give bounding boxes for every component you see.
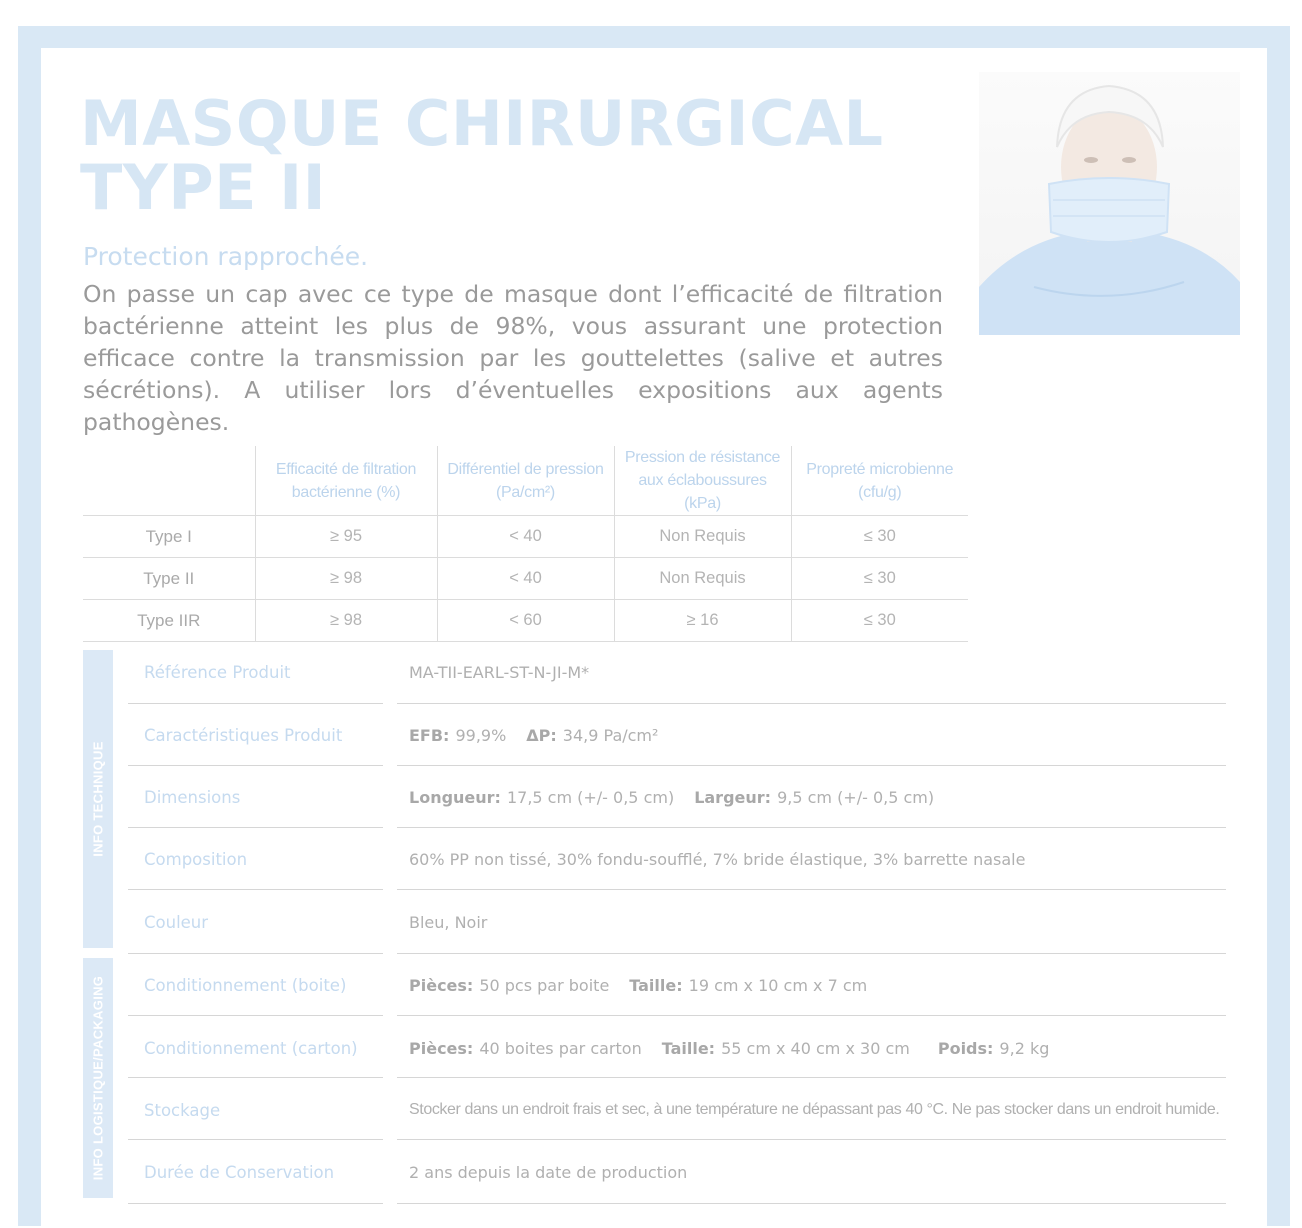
info-row-shelf-life — [0, 1141, 1302, 1203]
spec-header-pressure: Différentiel de pression (Pa/cm²) — [437, 446, 614, 516]
carton-pieces-value: 40 boites par carton — [479, 1038, 642, 1058]
info-row-composition — [0, 828, 1302, 890]
carton-pieces-label: Pièces: — [409, 1038, 474, 1058]
technical-info-label: INFO TECHNIQUE — [90, 741, 106, 857]
info-row-color — [0, 891, 1302, 953]
divider — [128, 1015, 383, 1016]
composition-label: Composition — [144, 849, 248, 869]
row-label: Type I — [83, 516, 255, 558]
table-cell: Non Requis — [614, 558, 791, 600]
product-title — [80, 87, 884, 224]
dp-value: 34,9 Pa/cm² — [562, 725, 659, 745]
box-pieces-value: 50 pcs par boite — [479, 975, 610, 995]
table-cell: < 60 — [437, 600, 614, 642]
divider — [397, 1203, 1226, 1204]
spec-header-empty — [83, 446, 255, 516]
spec-header-filtration: Efficacité de filtration bactérienne (%) — [255, 446, 437, 516]
efb-label: EFB: — [409, 725, 450, 745]
width-label: Largeur: — [694, 787, 772, 807]
divider — [128, 1203, 383, 1204]
mask-type-spec-table — [83, 446, 968, 642]
characteristics-label: Caractéristiques Produit — [144, 725, 343, 745]
dp-label: ΔP: — [526, 725, 557, 745]
spec-header-splash: Pression de résistance aux éclaboussures (kPa) — [614, 446, 791, 516]
spec-header-microbial: Propreté microbienne (cfu/g) — [791, 446, 968, 516]
box-size-label: Taille: — [629, 975, 683, 995]
info-row-characteristics — [0, 704, 1302, 766]
info-row-reference — [0, 641, 1302, 703]
product-description: On passe un cap avec ce type de masque dont l’efficacité de filtration bactérienne atteint les plus de 98%, vous assurant une protection efficace contre la transmission par les gouttelettes (salive et autres sécrétions). A utiliser lors d’éventuelles expositions aux agents pathogènes. — [83, 280, 943, 436]
dimensions-label: Dimensions — [144, 787, 241, 807]
table-cell: ≥ 98 — [255, 600, 437, 642]
shelf-life-value: 2 ans depuis la date de production — [409, 1162, 688, 1182]
composition-value: 60% PP non tissé, 30% fondu-soufflé, 7% bride élastique, 3% barrette nasale — [409, 849, 1026, 869]
carton-size-label: Taille: — [661, 1038, 716, 1058]
box-pieces-label: Pièces: — [409, 975, 474, 995]
carton-weight-label: Poids: — [937, 1038, 994, 1058]
table-cell: ≥ 95 — [255, 516, 437, 558]
box-size-value: 19 cm x 10 cm x 7 cm — [688, 975, 868, 995]
color-label: Couleur — [144, 912, 209, 932]
carton-weight-value: 9,2 kg — [999, 1038, 1050, 1058]
row-label: Type II — [83, 558, 255, 600]
info-row-dimensions — [0, 766, 1302, 828]
reference-value: MA-TII-EARL-ST-N-JI-M* — [409, 662, 590, 682]
table-cell: < 40 — [437, 516, 614, 558]
length-label: Longueur: — [409, 787, 501, 807]
box-value — [409, 954, 867, 1016]
carton-value — [409, 1017, 1049, 1079]
table-cell: ≥ 16 — [614, 600, 791, 642]
table-cell: < 40 — [437, 558, 614, 600]
table-cell: Non Requis — [614, 516, 791, 558]
reference-label: Référence Produit — [144, 662, 291, 682]
info-row-storage — [0, 1079, 1302, 1141]
divider — [128, 889, 383, 890]
shelf-life-label: Durée de Conservation — [144, 1162, 335, 1182]
table-row — [83, 558, 968, 600]
divider — [397, 1077, 1226, 1078]
table-row — [83, 600, 968, 642]
table-row — [83, 516, 968, 558]
info-row-carton — [0, 1017, 1302, 1079]
divider — [128, 1139, 383, 1140]
title-line-1: MASQUE CHIRURGICAL — [80, 87, 884, 160]
storage-value: Stocker dans un endroit frais et sec, à une température ne dépassant pas 40 °C. Ne pas stocker dans un endroit humide. — [409, 1101, 1220, 1118]
characteristics-value — [409, 704, 658, 766]
person-wearing-mask-image — [979, 72, 1240, 335]
product-subtitle: Protection rapprochée. — [83, 242, 369, 271]
logistics-info-label: INFO LOGISTIQUE/PACKAGING — [90, 975, 106, 1181]
carton-size-value: 55 cm x 40 cm x 30 cm — [721, 1038, 910, 1058]
table-cell: ≥ 98 — [255, 558, 437, 600]
divider — [397, 1015, 1226, 1016]
row-label: Type IIR — [83, 600, 255, 642]
dimensions-value — [409, 766, 934, 828]
info-row-box — [0, 954, 1302, 1016]
table-cell: ≤ 30 — [791, 558, 968, 600]
spec-header-row — [83, 446, 968, 516]
divider — [397, 889, 1226, 890]
color-value: Bleu, Noir — [409, 912, 488, 932]
divider — [128, 1077, 383, 1078]
width-value: 9,5 cm (+/- 0,5 cm) — [777, 787, 935, 807]
length-value: 17,5 cm (+/- 0,5 cm) — [506, 787, 675, 807]
storage-label: Stockage — [144, 1100, 221, 1120]
divider — [397, 1139, 1226, 1140]
box-label: Conditionnement (boite) — [144, 975, 347, 995]
product-photo — [979, 72, 1240, 335]
title-line-2: TYPE II — [80, 151, 327, 224]
carton-label: Conditionnement (carton) — [144, 1038, 358, 1058]
table-cell: ≤ 30 — [791, 516, 968, 558]
table-cell: ≤ 30 — [791, 600, 968, 642]
efb-value: 99,9% — [455, 725, 507, 745]
